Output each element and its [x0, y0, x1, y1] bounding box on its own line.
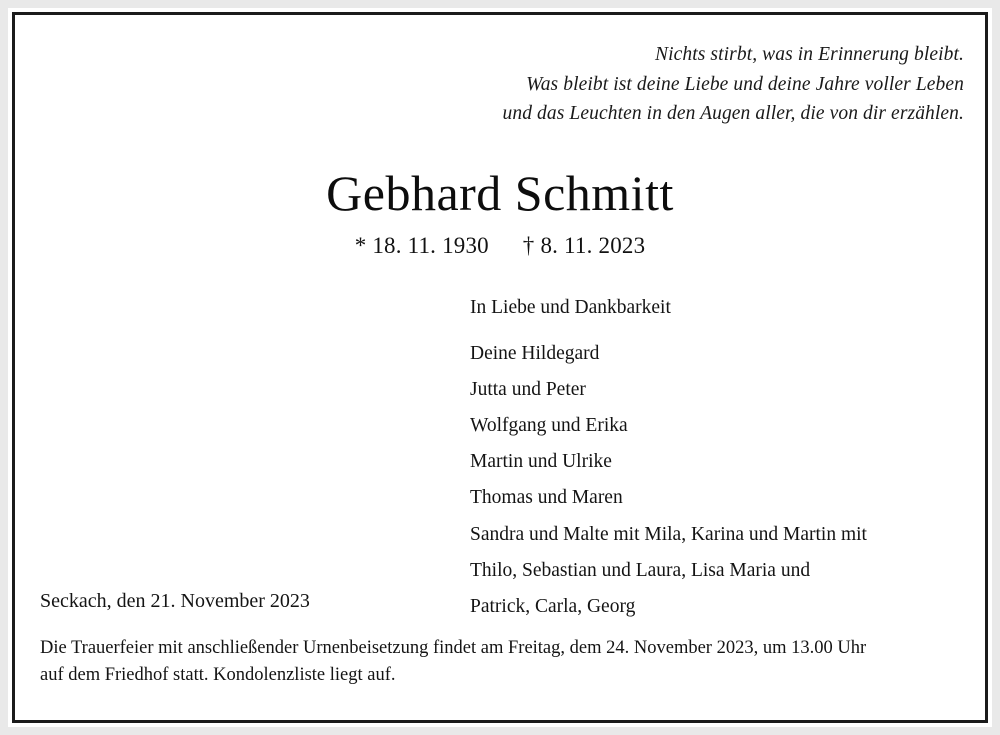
- mourner-line: Jutta und Peter: [470, 378, 586, 400]
- mourner-line: Wolfgang und Erika: [470, 415, 628, 437]
- funeral-line-2: auf dem Friedhof statt. Kondolenzliste liegt auf.: [40, 665, 396, 686]
- mourner-line: Thomas und Maren: [470, 487, 623, 509]
- memorial-verse: [30, 40, 970, 129]
- mourning-lead: In Liebe und Dankbarkeit: [470, 297, 671, 319]
- verse-line-3: und das Leuchten in den Augen aller, die von dir erzählen.: [502, 103, 964, 125]
- death-date: † 8. 11. 2023: [522, 233, 646, 259]
- mourner-line: Deine Hildegard: [470, 342, 600, 364]
- place-and-date: Seckach, den 21. November 2023: [40, 590, 310, 612]
- life-dates: [30, 233, 970, 259]
- deceased-name: Gebhard Schmitt: [326, 164, 674, 221]
- mourner-line: Martin und Ulrike: [470, 451, 612, 473]
- funeral-information: [40, 635, 964, 689]
- mourner-line: Patrick, Carla, Georg: [470, 596, 636, 618]
- mourners-block: [30, 293, 970, 622]
- birth-date: * 18. 11. 1930: [354, 233, 489, 259]
- obituary-content: [30, 26, 970, 709]
- mourner-line: Thilo, Sebastian und Laura, Lisa Maria und: [470, 559, 811, 581]
- verse-line-2: Was bleibt ist deine Liebe und deine Jahre voller Leben: [526, 73, 964, 95]
- mourner-line: Sandra und Malte mit Mila, Karina und Martin mit: [470, 523, 867, 545]
- funeral-line-1: Die Trauerfeier mit anschließender Urnenbeisetzung findet am Freitag, dem 24. November 2023, um 13.00 Uhr: [40, 638, 867, 659]
- verse-line-1: Nichts stirbt, was in Erinnerung bleibt.: [655, 44, 964, 65]
